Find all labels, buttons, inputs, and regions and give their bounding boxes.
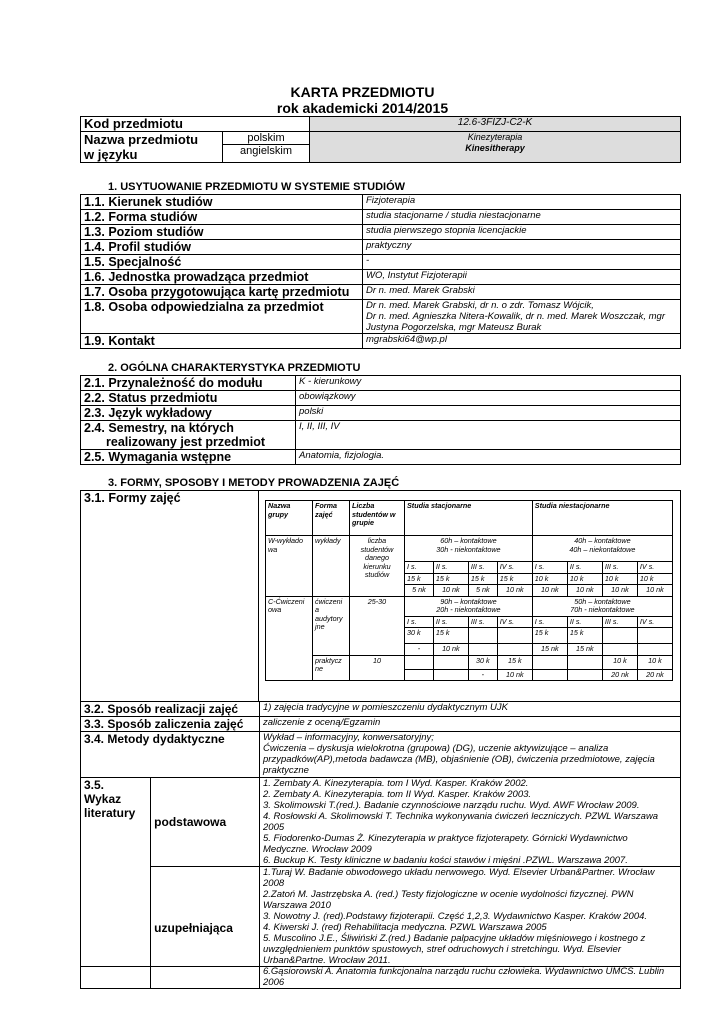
responsible-line: Dr n. med. Marek Grabski, dr n. o zdr. Tomasz Wójcik,: [366, 300, 594, 311]
sem-cell: IV s.: [637, 562, 672, 574]
section2-table: [80, 375, 681, 465]
c-group: C-Ćwiczeni owa: [266, 596, 313, 681]
r32-value: 1) zajęcia tradycyjne w pomieszczeniu dydaktycznym UJK: [260, 702, 681, 717]
sem-cell: II s.: [567, 562, 602, 574]
col-niestac: Studia niestacjonarne: [532, 501, 672, 536]
w-stac-nk: 30h - niekontaktowe: [436, 544, 501, 554]
hours-cell: [567, 669, 602, 681]
hours-cell: [532, 669, 567, 681]
hours-cell: 10 k: [532, 573, 567, 585]
hours-cell: 10 nk: [497, 585, 532, 597]
hours-cell: [567, 655, 602, 669]
lit-line: 6. Buckup K. Testy kliniczne w badaniu kości stawów i mięśni .PZWL. Warszawa 2007.: [263, 855, 628, 866]
hours-cell: [602, 628, 637, 644]
section3-heading: 3. FORMY, SPOSOBY I METODY PROWADZENIA ZAJĘĆ: [108, 477, 400, 489]
hours-cell: 10 k: [602, 655, 637, 669]
r34-label: 3.4. Metody dydaktyczne: [81, 732, 260, 778]
hours-cell: -: [468, 669, 497, 681]
hours-cell: [405, 655, 434, 669]
hours-cell: [532, 655, 567, 669]
w-niestac-k: 40h – kontaktowe: [574, 536, 631, 545]
s1-value: WO, Instytut Fizjoterapii: [363, 270, 681, 285]
hours-cell: 20 nk: [637, 669, 672, 681]
hours-cell: 15 k: [497, 655, 532, 669]
hours-cell: 15 k: [405, 573, 434, 585]
c-liczba: 25-30: [350, 596, 405, 655]
hours-cell: [468, 628, 497, 644]
lang-pl: polskim: [223, 132, 310, 145]
page-title: KARTA PRZEDMIOTU: [290, 84, 435, 100]
col-liczba: Liczba studentów w grupie: [350, 501, 405, 536]
sem-cell: II s.: [433, 562, 468, 574]
nazwa-label-line1: Nazwa przedmiotu: [84, 132, 199, 147]
s1-label: 1.4. Profil studiów: [81, 240, 363, 255]
s2-value: Anatomia, fizjologia.: [296, 450, 681, 465]
lit-line: 2005: [263, 822, 285, 833]
hours-cell: 10 nk: [567, 585, 602, 597]
sem-cell: I s.: [532, 616, 567, 628]
c-stac-nk: 20h - niekontaktowe: [436, 605, 501, 614]
lit-line: 1.Turaj W. Badanie obwodowego układu nerwowego. Wyd. Elsevier Urban&Partner. Wrocław: [263, 867, 655, 878]
w-stac-hours: [405, 536, 533, 562]
sem-cell: IV s.: [497, 616, 532, 628]
s1-value: studia stacjonarne / studia niestacjonarne: [363, 210, 681, 225]
sem-cell: II s.: [433, 616, 468, 628]
s2-label: [81, 421, 296, 450]
lang-en: angielskim: [223, 145, 310, 163]
hours-cell: 15 k: [433, 573, 468, 585]
w-group: W-wykłado wa: [266, 536, 313, 597]
lit-label: [81, 778, 151, 989]
hours-cell: 10 k: [602, 573, 637, 585]
lit-line: 2.Zatoń M. Jastrzębska A. (red.) Testy fizjologiczne w ocenie wydolności fizycznej. PWN: [263, 889, 634, 900]
lit-label-3: literatury: [84, 806, 136, 820]
lit-label-1: 3.5.: [84, 778, 105, 792]
hours-cell: 15 nk: [567, 644, 602, 656]
sem-cell: III s.: [468, 616, 497, 628]
hours-cell: [637, 644, 672, 656]
kod-value: 12.6-3FIZJ-C2-K: [310, 117, 681, 132]
s2-value: I, II, III, IV: [296, 421, 681, 450]
hours-cell: 10 nk: [637, 585, 672, 597]
sem-cell: IV s.: [637, 616, 672, 628]
method-line: Wykład – informacyjny, konwersatoryjny;: [263, 732, 434, 743]
hours-cell: 10 k: [567, 573, 602, 585]
s2-value: obowiązkowy: [296, 391, 681, 406]
header-table: [80, 116, 681, 163]
hours-cell: 10 nk: [433, 644, 468, 656]
section1-table: [80, 194, 681, 349]
r33-value: zaliczenie z oceną/Egzamin: [260, 717, 681, 732]
formy-divider: [258, 490, 259, 701]
lit-line: 1. Zembaty A. Kinezyterapia. tom I Wyd. Kasper. Kraków 2002.: [263, 778, 529, 789]
formy-label: 3.1. Formy zajęć: [84, 491, 181, 505]
s1-value: Fizjoterapia: [363, 195, 681, 210]
lit-line: 3. Skolimowski T.(red.). Badanie czynnościowe narządu ruchu. Wyd. AWF Wrocław 2009.: [263, 800, 640, 811]
hours-cell: 10 k: [637, 573, 672, 585]
lit-line: 2006: [263, 977, 285, 988]
hours-cell: [468, 644, 497, 656]
uzup-label: uzupełniająca: [151, 867, 260, 989]
podst-list: [260, 778, 681, 867]
w-liczba: liczba studentów danego kierunku studiów: [350, 536, 405, 597]
s1-label: 1.3. Poziom studiów: [81, 225, 363, 240]
hours-cell: [637, 628, 672, 644]
sem-cell: II s.: [567, 616, 602, 628]
s1-value: -: [363, 255, 681, 270]
s1-label: 1.7. Osoba przygotowująca kartę przedmiotu: [81, 285, 363, 300]
hours-cell: 10 nk: [433, 585, 468, 597]
s1-value: Dr n. med. Marek Grabski: [363, 285, 681, 300]
s2-label: 2.2. Status przedmiotu: [81, 391, 296, 406]
name-en: Kinesitherapy: [465, 143, 525, 153]
s1-value: studia pierwszego stopnia licencjackie: [363, 225, 681, 240]
podst-label: podstawowa: [151, 778, 260, 867]
col-stac: Studia stacjonarne: [405, 501, 533, 536]
lit-line: Urban&Partne. Wrocław 2011.: [263, 955, 391, 966]
semestry-line2: realizowany jest przedmiot: [106, 435, 266, 449]
sem-cell: III s.: [468, 562, 497, 574]
hours-cell: [405, 669, 434, 681]
s2-value: polski: [296, 406, 681, 421]
c-forma: ćwiczeni a audytory jne: [313, 596, 350, 655]
hours-cell: 5 nk: [468, 585, 497, 597]
w-niestac-hours: [532, 536, 672, 562]
sem-cell: I s.: [405, 616, 434, 628]
hours-cell: 10 nk: [497, 669, 532, 681]
nazwa-label: [81, 132, 223, 163]
w-forma: wykłady: [313, 536, 350, 597]
course-names: [310, 132, 681, 163]
page-subtitle: rok akademicki 2014/2015: [276, 100, 449, 116]
hours-cell: [497, 644, 532, 656]
lit-line: 2. Zembaty A. Kinezyterapia. tom II Wyd. Kasper. Kraków 2003.: [263, 789, 532, 800]
s1-label: 1.2. Forma studiów: [81, 210, 363, 225]
r32-label: 3.2. Sposób realizacji zajęć: [81, 702, 260, 717]
lit-label-2: Wykaz: [84, 792, 122, 806]
responsible-line: Justyna Pogorzelska, mgr Mateusz Burak: [366, 322, 542, 333]
p-liczba: 10: [350, 655, 405, 681]
hours-cell: 15 k: [433, 628, 468, 644]
hours-cell: [433, 655, 468, 669]
kod-label: Kod przedmiotu: [81, 117, 310, 132]
r33-label: 3.3. Sposób zaliczenia zajęć: [81, 717, 260, 732]
s1-value: praktyczny: [363, 240, 681, 255]
hours-cell: 20 nk: [602, 669, 637, 681]
sem-cell: IV s.: [497, 562, 532, 574]
hours-cell: 15 k: [532, 628, 567, 644]
hours-cell: 30 k: [468, 655, 497, 669]
method-line: praktyczne: [263, 765, 309, 776]
c-niestac-nk: 70h - niekontaktowe: [570, 605, 635, 614]
hours-cell: 10 k: [637, 655, 672, 669]
semestry-line1: 2.4. Semestry, na których: [84, 421, 234, 435]
s1-label: 1.1. Kierunek studiów: [81, 195, 363, 210]
lit-line: Warszawa 2010: [263, 900, 331, 911]
c-niestac-hours: [532, 596, 672, 616]
sem-cell: I s.: [532, 562, 567, 574]
hours-cell: 15 nk: [532, 644, 567, 656]
lit-line: uwzględnieniem punktów spustowych, stref odruchowych i stretchingu. Wyd. Elsevier: [263, 944, 621, 955]
hours-cell: 10 nk: [602, 585, 637, 597]
hours-cell: 15 k: [468, 573, 497, 585]
nazwa-label-line2: w języku: [84, 147, 138, 162]
hours-cell: [497, 628, 532, 644]
section2-heading: 2. OGÓLNA CHARAKTERYSTYKA PRZEDMIOTU: [108, 362, 361, 374]
c-niestac-k: 50h – kontaktowe: [574, 596, 631, 606]
col-nazwa: Nazwa grupy: [266, 501, 313, 536]
c-stac-hours: [405, 596, 533, 616]
w-stac-k: 60h – kontaktowe: [440, 536, 497, 545]
lit-line: 2008: [263, 878, 285, 889]
hours-cell: 10 nk: [532, 585, 567, 597]
s1-responsible: [363, 300, 681, 334]
hours-cell: [433, 669, 468, 681]
s2-value: K - kierunkowy: [296, 376, 681, 391]
sem-cell: III s.: [602, 562, 637, 574]
sem-cell: I s.: [405, 562, 434, 574]
s1-label: 1.9. Kontakt: [81, 334, 363, 349]
lit-line: Medyczne. Wrocław 2009: [263, 844, 372, 855]
method-line: przypadków(AP),metoda badawcza (MB), objaśnienie (OB), ćwiczenia przedmiotowe, zajęcia: [263, 754, 655, 765]
c-stac-k: 90h – kontaktowe: [440, 596, 497, 606]
section1-heading: 1. USYTUOWANIE PRZEDMIOTU W SYSTEMIE STUDIÓW: [108, 181, 406, 193]
sem-cell: III s.: [602, 616, 637, 628]
s1-label: 1.6. Jednostka prowadząca przedmiot: [81, 270, 363, 285]
s1-label: 1.8. Osoba odpowiedzialna za przedmiot: [81, 300, 363, 334]
hours-cell: 5 nk: [405, 585, 434, 597]
lit-line: 5. Fiodorenko-Dumas Ż. Kinezyterapia w praktyce fizjoterapety. Górnicki Wydawnictwo: [263, 833, 628, 844]
section3-lower-table: [80, 701, 681, 989]
name-pl: Kinezyterapia: [467, 132, 523, 142]
hours-cell: 15 k: [497, 573, 532, 585]
uzup-list: [260, 867, 681, 989]
lit-line: 6.Gąsiorowski A. Anatomia funkcjonalna narządu ruchu człowieka. Wydawnictwo UMCS. Lublin: [263, 966, 665, 977]
r34-value: [260, 732, 681, 778]
lit-line: 3. Nowotny J. (red).Podstawy fizjoterapii. Część 1,2,3. Wydawnictwo Kasper. Kraków 2004.: [263, 911, 648, 922]
hours-cell: 15 k: [567, 628, 602, 644]
p-forma: praktycz ne: [313, 655, 350, 681]
responsible-line: Dr n. med. Agnieszka Nitera-Kowalik, dr n. med. Marek Woszczak, mgr: [366, 311, 665, 322]
hours-cell: 30 k: [405, 628, 434, 644]
contact-email: mgrabski64@wp.pl: [363, 334, 681, 349]
s1-label: 1.5. Specjalność: [81, 255, 363, 270]
s2-label: 2.1. Przynależność do modułu: [81, 376, 296, 391]
method-line: Ćwiczenia – dyskusja wielokrotna (grupowa) (DG), uczenie aktywizujące – analiza: [263, 743, 609, 754]
lit-line: 4. Rosłowski A. Skolimowski T. Technika wykonywania ćwiczeń leczniczych. PZWL Warszawa: [263, 811, 659, 822]
hours-cell: -: [405, 644, 434, 656]
s2-label: 2.5. Wymagania wstępne: [81, 450, 296, 465]
w-niestac-nk: 40h – niekontaktowe: [569, 544, 636, 554]
s2-label: 2.3. Język wykładowy: [81, 406, 296, 421]
col-forma: Forma zajęć: [313, 501, 350, 536]
lit-line: 4. Kiwerski J. (red) Rehabilitacja medyczna. PZWL Warszawa 2005: [263, 922, 547, 933]
lit-line: 5. Muscolino J.E., Śliwiński Z.(red.) Badanie palpacyjne układów mięśniowego i kostnego z: [263, 933, 646, 944]
formy-table: [265, 500, 673, 681]
hours-cell: [602, 644, 637, 656]
